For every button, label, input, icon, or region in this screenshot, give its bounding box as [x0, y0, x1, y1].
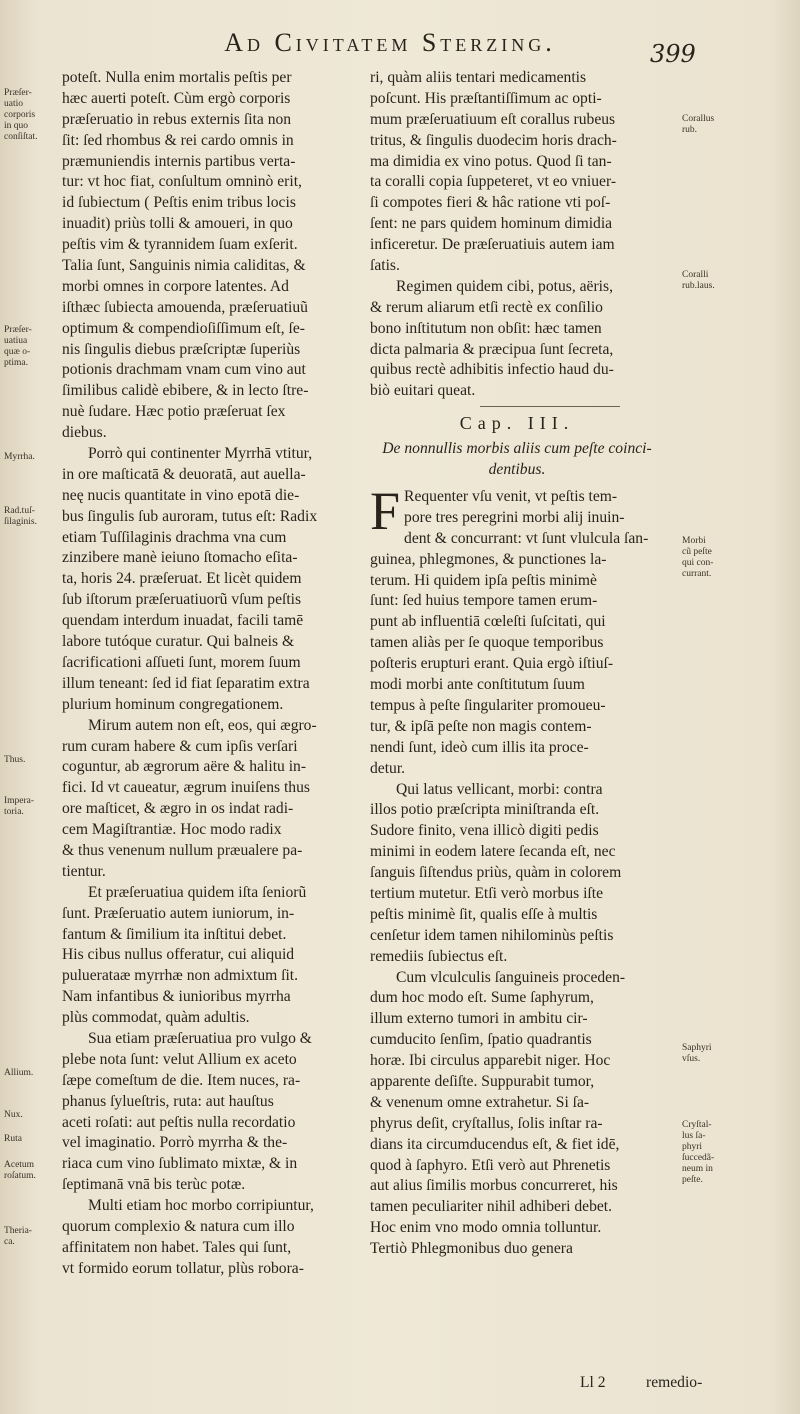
text-line: diebus. [62, 424, 107, 442]
running-head: Ad Civitatem Sterzing. [224, 28, 556, 57]
left-margin-note [4, 452, 52, 463]
text-line: peſtis minimè ſit, qualis eſſe à multis [370, 905, 598, 923]
margin-note-line: ca. [4, 1237, 15, 1247]
text-line: illos potio præſcripta miniſtranda eſt. [370, 801, 600, 819]
text-line: phanus ſylueſtris, ruta: aut hauſtus [62, 1092, 274, 1110]
right-margin-note [682, 1043, 752, 1065]
margin-note-line: Ruta [4, 1134, 22, 1144]
right-margin-note [682, 536, 752, 580]
text-line: riaca cum vino ſublimato mixtæ, & in [62, 1155, 298, 1173]
chapter-subtitle [370, 439, 664, 481]
text-line: nendi ſunt, ideò cum illis ita proce- [370, 738, 589, 756]
margin-note-line: roſatum. [4, 1171, 36, 1181]
margin-note-line: rub. [682, 125, 698, 135]
margin-note-line: cũ peſte [682, 547, 712, 557]
text-line: cem Magiſtrantiæ. Hoc modo radix [62, 821, 282, 839]
margin-note-line: Saphyri [682, 1043, 712, 1053]
text-line: dicta palmaria & præcipua ſunt ſecreta, [370, 340, 614, 358]
left-margin-note [4, 755, 52, 766]
text-line: ſub iſtorum præſeruatiuorũ vſum peſtis [62, 591, 302, 609]
text-line: tritus, & ſingulis duodecim horis drach- [370, 131, 617, 149]
margin-note-line: Myrrha. [4, 452, 35, 462]
text-line: poſcunt. His præſtantiſſimum ac opti- [370, 89, 602, 107]
paragraph-pleurisy [370, 780, 664, 968]
text-line: His cibus nullus offeratur, cui aliquid [62, 946, 295, 964]
section-rule [480, 406, 620, 407]
left-margin-note [4, 1110, 52, 1121]
paragraph-ulcers [370, 968, 664, 1260]
text-line: ore maſticet, & ægro in os indat radi- [62, 800, 294, 818]
margin-note-line: peſte. [682, 1175, 703, 1185]
text-line: inuadit) priùs tolli & amoueri, in quo [62, 215, 293, 233]
text-line: optimum & compendioſiſſimum eſt, ſe- [62, 319, 305, 337]
paragraph-caregivers [62, 716, 364, 883]
text-line: Requenter vſu venit, vt peſtis tem- [404, 488, 618, 506]
text-line: cenſetur idem tamen nihilominùs peſtis [370, 926, 614, 944]
text-line: & thus venenum nullum præualere pa- [62, 841, 303, 859]
text-line: vt formido eorum tollatur, plùs robora- [62, 1259, 304, 1277]
text-line: præmuniendis internis partibus verta- [62, 152, 296, 170]
text-line: Sua etiam præſeruatiua pro vulgo & [88, 1029, 312, 1047]
text-line: coguntur, ab ægrorum aëre & halitu in- [62, 758, 307, 776]
text-line: Porrò qui continenter Myrrhā vtitur, [88, 445, 313, 463]
text-line: ſimilibus calidè ebibere, & in lecto ſtre- [62, 382, 309, 400]
text-line: & rerum aliarum etſi rectè ex conſilio [370, 298, 603, 316]
margin-note-line: ſilaginis. [4, 517, 37, 527]
text-line: quod à ſaphyro. Etſi verò aut Phrenetis [370, 1156, 611, 1174]
text-line: ta coralli copia ſuppeteret, vt eo vniuer- [370, 173, 617, 191]
text-line: phyrus deſit, cryſtallus, ſolis inſtar ra- [370, 1114, 603, 1132]
chapter-opening [370, 481, 664, 779]
text-line: aut alius ſimilis morbus concurreret, his [370, 1177, 618, 1195]
text-line: tur, & ipſā peſte non magis contem- [370, 717, 592, 735]
text-line: vel imaginatio. Porrò myrrha & the- [62, 1134, 288, 1152]
text-line: bono inſtitutum non obſit: hæc tamen [370, 319, 602, 337]
margin-note-line: Impera- [4, 796, 35, 806]
text-line: Qui latus vellicant, morbi: contra [396, 780, 603, 798]
chapter-heading: Cap. III. [459, 413, 575, 434]
text-line: apparente deſiſte. Suppurabit tumor, [370, 1072, 595, 1090]
margin-note-line: qui con- [682, 558, 714, 568]
margin-note-line: uatio [4, 99, 23, 109]
page-number: 399 [650, 40, 696, 68]
margin-note-line: ptima. [4, 358, 29, 368]
text-line: ſacrificationi aſſueti ſunt, morem ſuum [62, 653, 301, 671]
left-margin-note [4, 1226, 52, 1248]
text-line: punt ab influentiā cœleſti ſuſcitati, qui [370, 613, 606, 631]
paragraph-concurrent-diseases [370, 481, 664, 779]
paragraph-regimen [370, 277, 664, 402]
text-line: ta, horis 24. præſeruat. Et licèt quidem [62, 570, 302, 588]
text-line: Cum vlculculis ſanguineis proceden- [396, 968, 626, 986]
margin-note-line: Theria- [4, 1226, 32, 1236]
right-margin-note [682, 1120, 752, 1186]
signature-mark: Ll 2 [580, 1374, 606, 1391]
margin-note-line: corporis [4, 110, 36, 120]
right-column [370, 68, 664, 1260]
text-line: iſthæc ſubiecta amouenda, præſeruatiuũ [62, 298, 308, 316]
margin-note-line: neum in [682, 1164, 713, 1174]
margin-note-line: Rad.tuſ- [4, 506, 35, 516]
text-line: pore tres peregrini morbi alij inuin- [404, 508, 625, 526]
left-margin-note [4, 1068, 52, 1079]
text-line: illum externo tumori in ambitu cir- [370, 1010, 588, 1028]
text-line: plùs commodat, quàm adultis. [62, 1009, 250, 1027]
text-line: modi morbi ante conſtitutum ſuum [370, 676, 585, 694]
text-line: dum hoc modo eſt. Sume ſaphyrum, [370, 989, 594, 1007]
text-line: tientur. [62, 862, 106, 880]
margin-note-line: vſus. [682, 1054, 701, 1064]
subtitle-line: De nonnullis morbis aliis cum peſte coinci- [382, 440, 652, 458]
text-line: tamen peculiariter nihil adhiberi debet. [370, 1198, 613, 1216]
text-line: etiam Tuſſilaginis drachma vna cum [62, 528, 287, 546]
text-line: Regimen quidem cibi, potus, aëris, [396, 277, 613, 295]
text-line: dians ita circumducendus eſt, & fiet idē, [370, 1135, 620, 1153]
text-line: horæ. Ibi circulus apparebit niger. Hoc [370, 1052, 611, 1070]
text-line: detur. [370, 759, 406, 777]
margin-note-line: ſuccedã- [682, 1153, 715, 1163]
text-line: plurium hominum congregationem. [62, 695, 284, 713]
text-line: ſunt. Præſeruatio autem iuniorum, in- [62, 904, 295, 922]
text-line: bus ſingulis ſub auroram, tutus eſt: Radix [62, 507, 318, 525]
text-line: præſeruatio in rebus externis ſita non [62, 110, 292, 128]
margin-note-line: Acetum [4, 1160, 35, 1170]
text-line: potionis drachmam vnam cum vino aut [62, 361, 306, 379]
left-margin-note [4, 1160, 52, 1182]
text-line: ſatis. [370, 257, 400, 275]
catchword: remedio- [646, 1374, 703, 1391]
text-line: nuè ſudare. Hæc potio præſeruat ſex [62, 403, 286, 421]
text-line: morbi omnes in corpore latentes. Ad [62, 277, 289, 295]
margin-note-line: Allium. [4, 1068, 34, 1078]
text-line: plebe nota ſunt: velut Allium ex aceto [62, 1050, 297, 1068]
text-line: tur: vt hoc fiat, conſultum omninò erit, [62, 173, 302, 191]
text-line: neę nucis quantitate in vino epotā die- [62, 486, 300, 504]
left-margin-note [4, 1134, 52, 1145]
margin-note-line: quæ o- [4, 347, 31, 357]
text-line: Mirum autem non eſt, eos, qui ægro- [88, 716, 317, 734]
text-line: Sudore finito, vena illicò digiti pedis [370, 822, 599, 840]
margin-note-line: Præſer- [4, 325, 32, 335]
text-line: Et præſeruatiua quidem iſta ſeniorũ [88, 883, 307, 901]
text-line: remediis ſubiectus eſt. [370, 947, 508, 965]
text-line: id ſubiectum ( Peſtis enim tribus locis [62, 194, 296, 212]
text-line: & venenum omne extrahetur. Si ſa- [370, 1093, 590, 1111]
left-margin-note [4, 796, 52, 818]
text-line: dent & concurrant: vt ſunt vlulcula ſan- [404, 529, 649, 547]
paragraph-youth [62, 883, 364, 1029]
text-line: poſteris erupturi erant. Quia ergò iſtiuſ- [370, 655, 614, 673]
text-line: quendam interdum inuadat, facili tamē [62, 612, 304, 630]
text-line: inficeretur. De præſeruatiuis autem iam [370, 236, 615, 254]
margin-note-line: in quo [4, 121, 29, 131]
text-line: hæc auerti poteſt. Cùm ergò corporis [62, 89, 291, 107]
text-line: ſunt: ſed huius tempore tamen erum- [370, 592, 598, 610]
text-line: tamen aliàs per ſe quoque temporibus [370, 634, 604, 652]
text-line: peſtis vim & tyrannidem ſuam exſerit. [62, 236, 298, 254]
text-line: fantum & ſimilium ita inſtitui debet. [62, 925, 287, 943]
text-line: puluerataæ myrrhæ non admixtum ſit. [62, 967, 299, 985]
text-line: biò euitari queat. [370, 382, 476, 400]
margin-note-line: rub.laus. [682, 281, 715, 291]
text-line: mum præſeruatiuum eſt corallus rubeus [370, 110, 616, 128]
text-line: ſit: ſed rhombus & rei cardo omnis in [62, 131, 294, 149]
text-line: Tertiò Phlegmonibus duo genera [370, 1240, 573, 1258]
text-line: nis ſingulis diebus præſcriptæ ſuperiùs [62, 340, 301, 358]
text-line: tertium mutetur. Etſi verò morbus iſte [370, 884, 603, 902]
text-line: affinitatem non habet. Tales qui ſunt, [62, 1238, 292, 1256]
margin-note-line: Coralli [682, 270, 709, 280]
margin-note-line: conſiſtat. [4, 132, 38, 142]
text-line: poteſt. Nulla enim mortalis peſtis per [62, 69, 292, 86]
text-line: ſent: ne pars quidem hominum dimidia [370, 215, 613, 233]
text-line: in ore maſticatā & deuoratā, aut auella- [62, 465, 306, 483]
margin-note-line: toria. [4, 807, 24, 817]
text-line: Hoc enim vno modo omnia tolluntur. [370, 1219, 602, 1237]
paragraph-myrrha [62, 444, 364, 716]
text-line: quorum complexio & natura cum illo [62, 1217, 295, 1235]
left-margin-note [4, 506, 52, 528]
text-line: ſi compotes fieri & hâc ratione vti poſ- [370, 194, 611, 212]
drop-cap: F [370, 481, 401, 542]
right-margin-note [682, 114, 752, 136]
text-line: rum curam habere & cum ipſis verſari [62, 737, 298, 755]
paragraph-coral [370, 68, 664, 277]
subtitle-line: dentibus. [488, 461, 546, 479]
text-line: illum teneant: ſed id fiat ſeparatim extra [62, 674, 310, 692]
text-line: tempus à peſte ſingulariter promoueu- [370, 696, 606, 714]
margin-note-line: Thus. [4, 755, 26, 765]
text-line: zinzibere manè ieiuno ſtomacho eſita- [62, 549, 298, 567]
paragraph-common-remedies [62, 1029, 364, 1196]
margin-note-line: Præſer- [4, 88, 32, 98]
margin-note-line: uatiua [4, 336, 28, 346]
paragraph-continuation [62, 68, 364, 444]
paragraph-fear [62, 1196, 364, 1280]
text-line: quibus rectè adhibitis infectio haud du- [370, 361, 614, 379]
text-line: Nam infantibus & iunioribus myrrha [62, 988, 291, 1006]
text-line: Talia ſunt, Sanguinis nimia caliditas, & [62, 257, 306, 275]
text-line: ma dimidia ex vino potus. Quod ſi tan- [370, 152, 612, 170]
text-line: aceti roſati: aut peſtis nulla recordatio [62, 1113, 296, 1131]
text-line: cumducito ſenſim, ſpatio quadrantis [370, 1031, 592, 1049]
text-line: ſæpe comeſtum de die. Item nuces, ra- [62, 1071, 301, 1089]
margin-note-line: Nux. [4, 1110, 23, 1120]
text-line: Multi etiam hoc morbo corripiuntur, [88, 1197, 314, 1215]
text-line: ri, quàm aliis tentari medicamentis [370, 69, 587, 86]
margin-note-line: Corallus [682, 114, 715, 124]
text-line: guinea, phlegmones, & punctiones la- [370, 550, 607, 568]
right-margin-note [682, 270, 752, 292]
left-margin-note [4, 88, 52, 143]
margin-note-line: lus ſa- [682, 1131, 706, 1141]
text-line: fici. Id vt caueatur, ægrum inuiſens thus [62, 779, 310, 797]
margin-note-line: Morbi [682, 536, 706, 546]
margin-note-line: currant. [682, 569, 712, 579]
left-margin-note [4, 325, 52, 369]
text-line: terum. Hi quidem ipſa peſtis minimè [370, 571, 597, 589]
text-line: minimi in eodem latere ſecanda eſt, nec [370, 843, 616, 861]
text-line: ſeptimanā vnā bis terùc potæ. [62, 1176, 246, 1194]
text-line: labore tutóque curatur. Qui balneis & [62, 633, 295, 651]
margin-note-line: phyri [682, 1142, 703, 1152]
left-column [62, 68, 364, 1280]
margin-note-line: Cryſtal- [682, 1120, 712, 1130]
text-line: ſanguis ſiſtendus priùs, quàm in colorem [370, 864, 622, 882]
